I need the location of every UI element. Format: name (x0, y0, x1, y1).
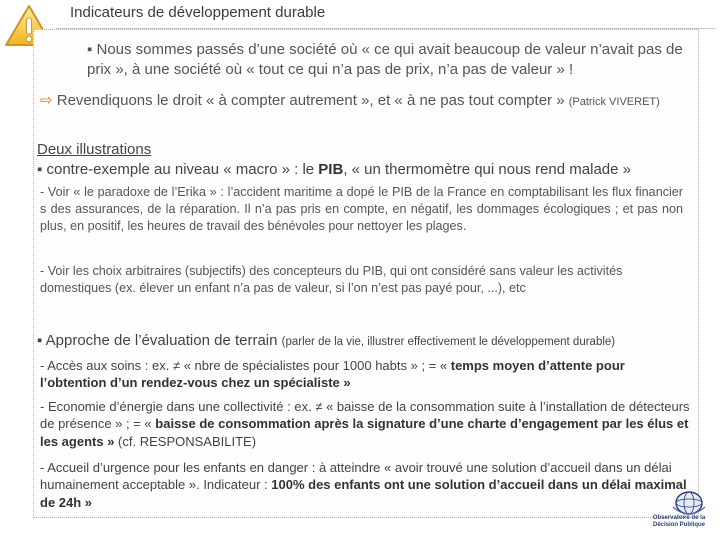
eco-bold: baisse de consommation après la signature d’une charte d’engagement par les élus et les agents » (40, 416, 689, 449)
claim-text: Revendiquons le droit « à compter autrement », et « à ne pas tout compter » (52, 92, 569, 109)
acces-bold: temps moyen d’attente pour l’obtention d’un rendez-vous chez un spécialiste » (40, 358, 625, 391)
urgence-paragraph (40, 459, 690, 511)
globe-logo-icon (643, 487, 713, 537)
logo-text (643, 515, 715, 529)
slide-title: Indicateurs de développement durable (70, 4, 326, 21)
approche-main: ▪ Approche de l’évaluation de terrain (37, 332, 282, 349)
eco-paragraph (40, 398, 690, 450)
arrow-right-icon: ⇨ (40, 92, 53, 109)
logo-line-1: Observatoire de la (652, 515, 706, 521)
macro-suffix: , « un thermomètre qui nous rend malade » (343, 161, 631, 178)
macro-prefix: ▪ contre-exemple au niveau « macro » : le (37, 161, 319, 178)
macro-paragraph (37, 160, 707, 180)
urgence-plain: - Accueil d’urgence pour les enfants en danger : à atteindre « avoir trouvé une solution d’accueil dans un délai humainement acceptable ». Indicateur : (40, 460, 672, 493)
acces-plain: - Accès aux soins : ex. ≠ « nbre de spécialistes pour 1000 habts » ; = « (40, 358, 451, 373)
logo-line-2: Décision Publique (652, 522, 705, 529)
quote-paragraph: ▪ Nous sommes passés d’une société où « ce qui avait beaucoup de valeur n’avait pas de prix », à une société où « tout ce qui n’a pas de prix, n’a pas de valeur » ! (87, 41, 683, 79)
eco-tail: (cf. RESPONSABILITE) (114, 433, 257, 449)
acces-paragraph (40, 357, 690, 392)
choix-paragraph: - Voir les choix arbitraires (subjectifs) des concepteurs du PIB, qui ont considéré sans valeur les activités domestiques (ex. élever un enfant n’a pas de valeur, si l’on n’est pas payé pour, ...), etc (40, 264, 623, 295)
claim-paragraph (40, 91, 705, 111)
urgence-bold: 100% des enfants ont une solution d’accueil dans un délai maximal de 24h » (40, 477, 687, 510)
approche-sub: (parler de la vie, illustrer effectivement le développement durable) (281, 336, 616, 348)
macro-pib: PIB (318, 161, 344, 178)
erika-paragraph: - Voir « le paradoxe de l’Erika » : l’accident maritime a dopé le PIB de la France en comptabilisant les flux financier s des assurances, de la réparation. Il n’a pas pris en compte, en négatif, les dommages écologiques ; et pas non plus, en positif, les heures de travail des bénévoles pour nettoyer les plages. (40, 185, 683, 233)
illustrations-heading: Deux illustrations (37, 141, 152, 158)
approche-heading (37, 331, 717, 351)
eco-plain: - Economie d’énergie dans une collectivité : ex. ≠ « baisse de la consommation suite à l’installation de détecteurs de présence » ; = « (40, 399, 690, 432)
claim-author: (Patrick VIVERET) (568, 96, 660, 108)
